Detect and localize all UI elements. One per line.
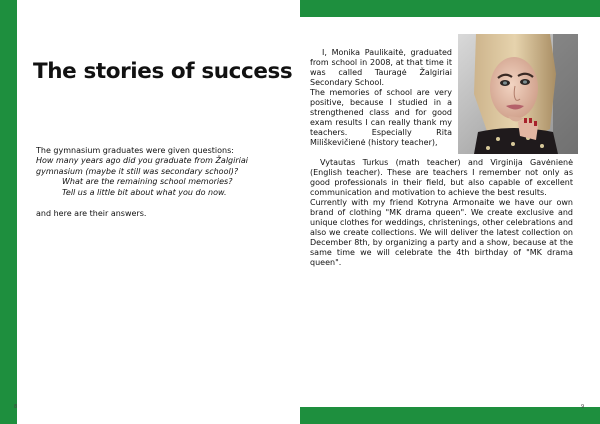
portrait-photo (458, 34, 578, 154)
left-green-bar (0, 0, 17, 424)
story-paragraph-4: Currently with my friend Kotryna Armonaite we have our own brand of clothing "MK drama queen". We create exclusive and unique clothes for weddings, christenings, other celebrations and also we create collections. We will deliver the latest collection on December 8th, by organizing a party and a show, because at the same time we will celebrate the 4th birthday of "MK drama queen". (310, 198, 573, 267)
story-paragraph-3: Vytautas Turkus (math teacher) and Virginija Gavėnienė (English teacher). These are teachers I remember not only as good professionals in their field, but also capable of excellent communication and motivation to achieve the best results. (310, 158, 573, 197)
story-column-bottom (310, 158, 573, 268)
page-number-right: 9 (581, 404, 585, 410)
story-column-top (310, 48, 452, 148)
intro-block (36, 146, 298, 219)
intro-line: The gymnasium graduates were given questions: (36, 146, 234, 155)
question-2: What are the remaining school memories? (62, 177, 233, 187)
page-title: The stories of success (33, 59, 293, 84)
answers-intro: and here are their answers. (36, 209, 147, 219)
question-3: Tell us a little bit about what you do now. (62, 187, 227, 197)
top-right-green-bar (300, 0, 600, 17)
page-number-left: 8 (14, 404, 18, 410)
bottom-right-green-bar (300, 407, 600, 424)
story-paragraph-1: I, Monika Paulikaitė, graduated from school in 2008, at that time it was called Tauragė Žalgiriai Secondary School. (310, 48, 452, 87)
question-1-line-2: gymnasium (maybe it still was secondary school)? (36, 166, 239, 176)
question-1-line-1: How many years ago did you graduate from Žalgiriai (36, 156, 248, 166)
story-paragraph-2: The memories of school are very positive, because I studied in a strengthened class and for good exam results I can really thank my teachers. Especially Rita Miliškevičienė (history teacher), (310, 88, 452, 147)
